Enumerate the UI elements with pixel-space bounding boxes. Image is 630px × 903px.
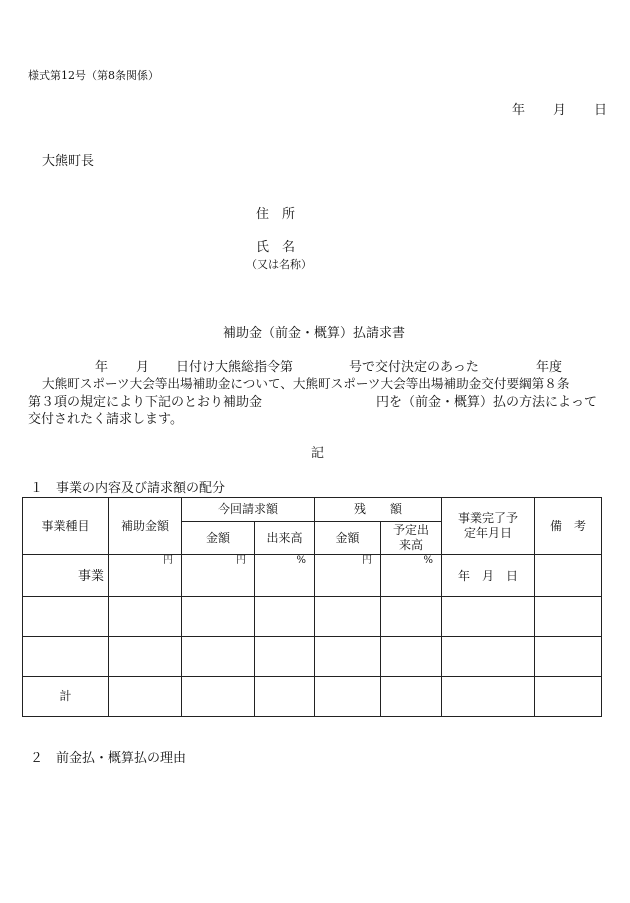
name-note: （又は名称） [246, 258, 312, 271]
unit-yen-3: 円 [362, 555, 372, 566]
date-day-label: 日 [594, 103, 608, 118]
unit-yen-1: 円 [163, 555, 173, 566]
body-line-4: 交付されたく請求します。 [28, 412, 183, 427]
unit-pct-2: % [423, 555, 433, 566]
header-remarks: 備 考 [535, 498, 602, 555]
body-number-suffix: 号で交付決定のあった [349, 360, 479, 375]
table-row [23, 637, 602, 677]
body-year: 年 [95, 360, 109, 375]
section-2-heading: ２ 前金払・概算払の理由 [30, 751, 187, 766]
name-label: 氏 名 [256, 240, 296, 255]
document-title: 補助金（前金・概算）払請求書 [223, 326, 406, 341]
total-label: 計 [23, 677, 109, 717]
addressee: 大熊町長 [42, 154, 95, 169]
row1-date: 年 月 日 [457, 569, 518, 583]
table-row [23, 555, 602, 597]
cell-planned-progress [381, 555, 442, 597]
cell-progress [255, 555, 315, 597]
ki-mark: 記 [311, 446, 325, 461]
table-row [23, 597, 602, 637]
unit-yen-2: 円 [236, 555, 246, 566]
header-remaining: 残 額 [315, 498, 442, 522]
body-fiscal-year: 年度 [536, 360, 563, 375]
body-line-2: 大熊町スポーツ大会等出場補助金について、大熊町スポーツ大会等出場補助金交付要綱第８条 [42, 376, 570, 391]
cell-remarks [535, 555, 602, 597]
cell-subsidy [109, 555, 182, 597]
cell-type [23, 555, 109, 597]
cell-amount [182, 555, 255, 597]
unit-pct-1: % [296, 555, 306, 566]
table-row-total [23, 677, 602, 717]
body-line-3a: 第３項の規定により下記のとおり補助金 [28, 395, 263, 410]
body-line-3b: 円を（前金・概算）払の方法によって [376, 395, 598, 410]
cell-amount-2 [315, 555, 381, 597]
body-dated: 日付け大熊総指令第 [176, 360, 294, 375]
body-month: 月 [136, 360, 150, 375]
header-amount-2: 金額 [315, 522, 381, 555]
form-number-label: 様式第12号（第8条関係） [28, 69, 159, 82]
date-month-label: 月 [553, 103, 567, 118]
row1-type: 事業 [77, 569, 104, 584]
header-subsidy: 補助金額 [109, 498, 182, 555]
header-completion: 事業完了予定年月日 [442, 498, 535, 555]
section-1-heading: １ 事業の内容及び請求額の配分 [30, 481, 226, 496]
header-current: 今回請求額 [182, 498, 315, 522]
header-type: 事業種目 [23, 498, 109, 555]
date-year-label: 年 [512, 103, 526, 118]
allocation-table [22, 497, 602, 717]
cell-completion [442, 555, 535, 597]
header-amount: 金額 [182, 522, 255, 555]
header-planned-progress: 予定出来高 [381, 522, 442, 555]
address-label: 住 所 [256, 207, 296, 222]
header-progress: 出来高 [255, 522, 315, 555]
